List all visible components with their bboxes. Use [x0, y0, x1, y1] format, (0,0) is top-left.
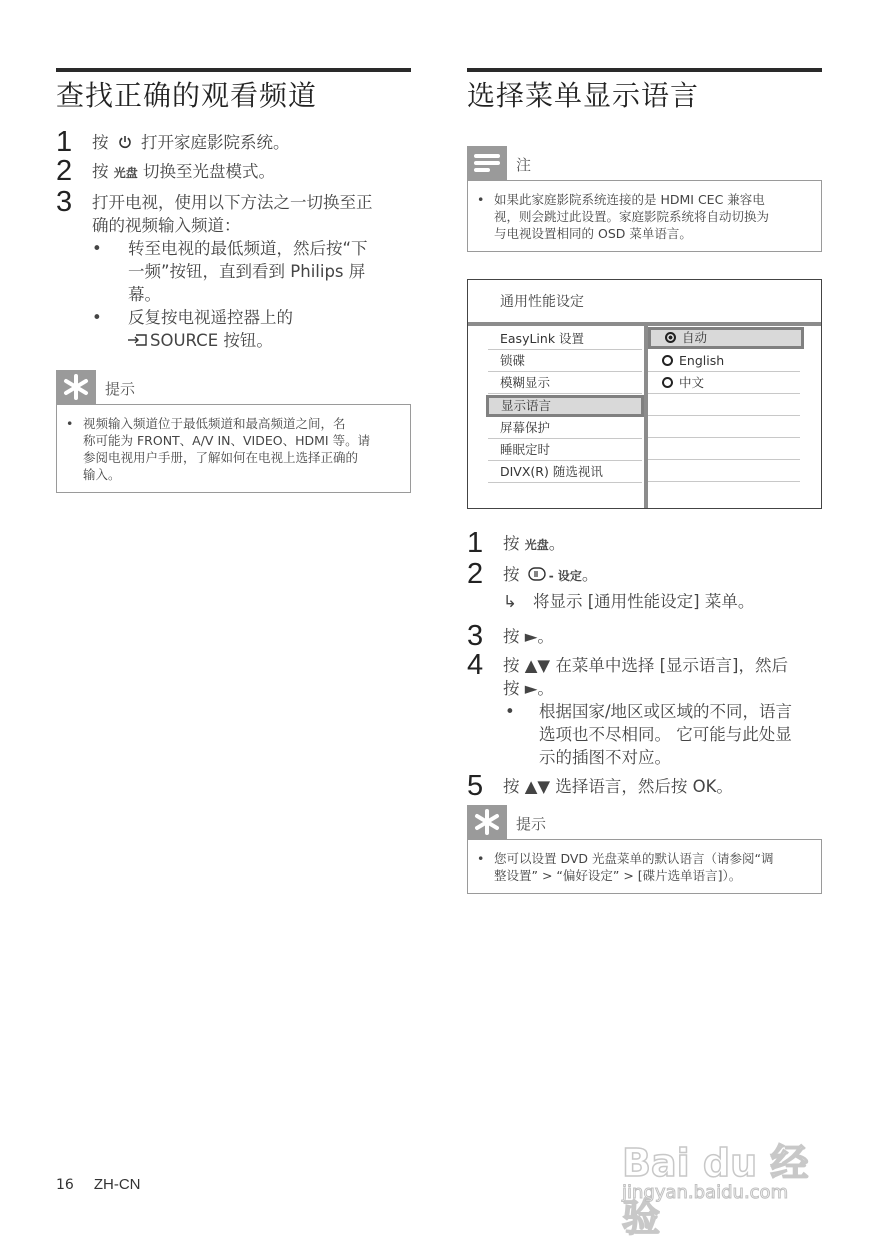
tip-header: [467, 805, 822, 839]
radio-selected-icon: [665, 332, 676, 343]
section-rule: [467, 68, 822, 72]
note-header: [467, 146, 822, 180]
disc-key: 光盘: [113, 166, 138, 180]
source-icon: [128, 333, 148, 347]
note-lines-icon: [467, 146, 507, 180]
bullet-2: • 反复按电视遥控器上的 SOURCE 按钮。: [92, 308, 293, 350]
page-footer: [56, 1176, 140, 1193]
right-column: [467, 68, 822, 252]
step-4-bullet: • 根据国家/地区或区域的不同，语言 选项也不尽相同。 它可能与此处显 示的插图不对应。: [505, 702, 793, 767]
menu-item-divx-vod[interactable]: DIVX(R) 随选视讯: [488, 461, 642, 483]
note-box: [467, 146, 822, 252]
section-title: 选择菜单显示语言: [467, 79, 700, 112]
steps-list: [56, 126, 411, 352]
tip-label: 提示: [105, 380, 136, 398]
tip-icon-block: [56, 370, 96, 404]
disc-key: 光盘: [524, 538, 549, 552]
section-title: 查找正确的观看频道: [56, 79, 318, 112]
step-3: 3 按 ►。: [467, 620, 554, 652]
menu-illustration: [467, 279, 822, 509]
option-empty: [648, 394, 800, 416]
watermark-url: jingyan.baidu.com: [622, 1182, 789, 1203]
tip-label: 提示: [516, 815, 547, 833]
step-4: 4 按 ▲▼ 在菜单中选择 [显示语言]，然后 按 ►。 • 根据国家/地区或区域的不同，语言 选项也不尽相同。 它可能与此处显 示的插图不对应。: [467, 654, 827, 769]
step-2: 2 按 光盘 切换至光盘模式。: [56, 155, 276, 187]
option-empty: [648, 460, 800, 482]
tip-box: [56, 370, 411, 493]
baidu-watermark: [622, 1110, 822, 1240]
radio-icon: [662, 377, 673, 388]
tip-content: • 您可以设置 DVD 光盘菜单的默认语言（请参阅“调 整设置” > “偏好设定” > [碟片选单语言]）。: [467, 839, 822, 894]
radio-icon: [662, 355, 673, 366]
menu-item-screen-saver[interactable]: 屏幕保护: [488, 417, 642, 439]
tip-content: • 视频输入频道位于最低频道和最高频道之间，名 称可能为 FRONT、A/V IN、VIDEO、HDMI 等。请 参阅电视用户手册，了解如何在电视上选择正确的 输入。: [56, 404, 411, 493]
note-label: 注: [516, 156, 532, 174]
menu-item-easylink[interactable]: EasyLink 设置: [488, 328, 642, 350]
step-1: 1 按 光盘。: [467, 527, 566, 559]
bullet-1: • 转至电视的最低频道，然后按“下 一频”按钮，直到看到 Philips 屏 幕。: [92, 239, 368, 304]
power-icon: [118, 135, 132, 149]
step-2-result: ↳ 将显示 [通用性能设定] 菜单。: [503, 592, 755, 611]
page-number: 16: [56, 1177, 74, 1193]
watermark-logo: Bai du 经验: [622, 1141, 809, 1240]
step-3: 3 打开电视，使用以下方法之一切换至正 确的视频输入频道：: [56, 186, 373, 235]
result-arrow-icon: ↳: [503, 592, 517, 611]
menu-title: 通用性能设定: [500, 294, 584, 310]
option-auto[interactable]: 自动: [648, 327, 804, 349]
option-empty: [648, 416, 800, 438]
menu-item-dim-display[interactable]: 模糊显示: [488, 372, 642, 394]
note-content: • 如果此家庭影院系统连接的是 HDMI CEC 兼容电 视，则会跳过此设置。家庭影院系统将自动切换为 与电视设置相同的 OSD 菜单语言。: [467, 180, 822, 252]
asterisk-icon: [56, 370, 96, 404]
option-english[interactable]: English: [648, 350, 800, 372]
step-2: 2 按 - 设定。 ↳ 将显示 [通用性能设定] 菜单。: [467, 563, 827, 613]
section-rule: [56, 68, 411, 72]
menu-key-icon: [528, 567, 546, 581]
note-icon-block: [467, 146, 507, 180]
tip-header: [56, 370, 411, 404]
tip-icon-block: [467, 805, 507, 839]
menu-item-disc-lock[interactable]: 锁碟: [488, 350, 642, 372]
menu-item-sleep-timer[interactable]: 睡眠定时: [488, 439, 642, 461]
left-column: [56, 68, 411, 493]
tip-box: [467, 805, 822, 894]
menu-item-display-language[interactable]: 显示语言: [486, 395, 644, 417]
asterisk-icon: [467, 805, 507, 839]
option-chinese[interactable]: 中文: [648, 372, 800, 394]
step-1: 1 按 打开家庭影院系统。: [56, 126, 290, 158]
right-steps: [467, 527, 827, 802]
language-code: ZH-CN: [93, 1176, 141, 1193]
option-empty: [648, 438, 800, 460]
step-5: 5 按 ▲▼ 选择语言，然后按 OK。: [467, 770, 733, 802]
